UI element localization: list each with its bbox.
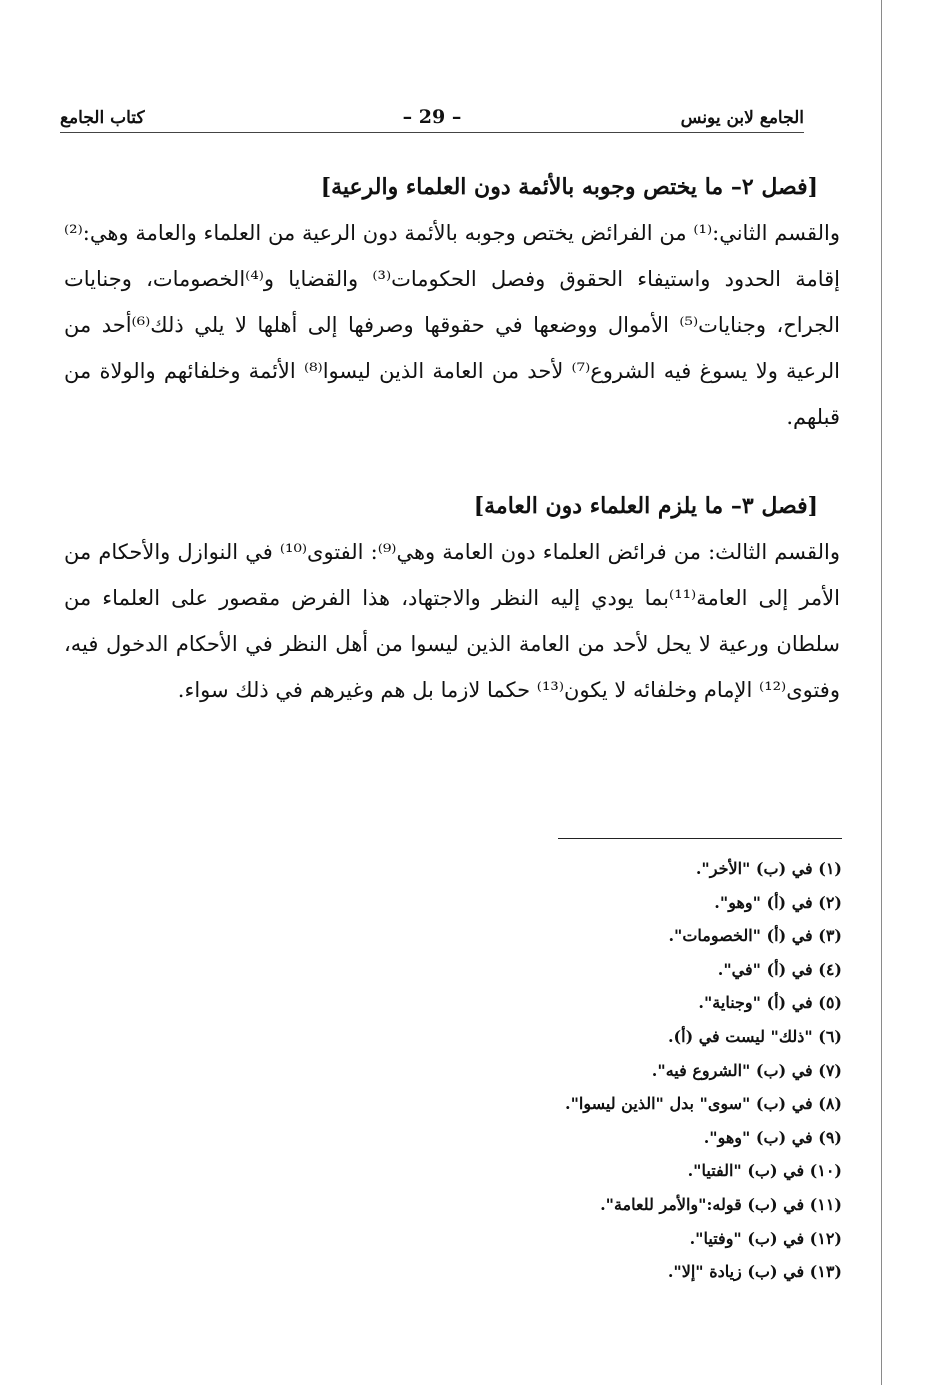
footnote-item: (٧) في (ب) "الشروع فيه". bbox=[651, 1060, 842, 1080]
section-3-title: [فصل ٣– ما يلزم العلماء دون العامة] bbox=[473, 493, 818, 519]
footnote-item: (١) في (ب) "الأخر". bbox=[695, 859, 842, 878]
header-page-number: – 29 – bbox=[402, 106, 462, 128]
footnote-item: (١١) في (ب) قوله:"والأمر للعامة". bbox=[600, 1194, 842, 1214]
footnote-item: (٩) في (ب) "وهو". bbox=[703, 1127, 842, 1147]
section-3 bbox=[64, 493, 840, 713]
footnote-item: (٣) في (أ) "الخصومات". bbox=[668, 926, 842, 946]
footnote-separator bbox=[558, 838, 842, 839]
footnote-item: (٤) في (أ) "في". bbox=[717, 959, 842, 979]
running-header bbox=[60, 104, 804, 134]
section-2 bbox=[64, 174, 840, 440]
footnote-item: (١٣) في (ب) زيادة "إلا". bbox=[667, 1262, 842, 1282]
footnote-item: (٨) في (ب) "سوى" بدل "الذين ليسوا". bbox=[565, 1094, 842, 1114]
header-rule bbox=[60, 132, 804, 133]
section-3-body: والقسم الثالث: من فرائض العلماء دون العامة وهي⁽⁹⁾: الفتوى⁽¹⁰⁾ في النوازل والأحكام من الأمر إلى العامة⁽¹¹⁾بما يودي إليه النظر والاجتهاد، هذا الفرض مقصور على العلماء من سلطان ورعية لا يحل لأحد من العامة الذين ليسوا من أهل النظر في الأحكام الدخول فيه، وفتوى⁽¹²⁾ الإمام وخلفائه لا يكون⁽¹³⁾ حكما لازما بل هم وغيرهم في ذلك سواء. bbox=[64, 540, 841, 702]
page-edge-line bbox=[881, 0, 882, 1385]
footnote-item: (٥) في (أ) "وجناية". bbox=[698, 993, 842, 1013]
section-2-body: والقسم الثاني:⁽¹⁾ من الفرائض يختص وجوبه بالأئمة دون الرعية من العلماء والعامة وهي:⁽²⁾ إقامة الحدود واستيفاء الحقوق وفصل الحكومات⁽³⁾ والقضايا و⁽⁴⁾الخصومات، وجنايات الجراح، وجنايات⁽⁵⁾ الأموال ووضعها في حقوقها وصرفها إلى أهلها لا يلي ذلك⁽⁶⁾أحد من الرعية ولا يسوغ فيه الشروع⁽⁷⁾ لأحد من العامة الذين ليسوا⁽⁸⁾ الأئمة وخلفائهم والولاة من قبلهم. bbox=[64, 221, 840, 429]
footnotes-list bbox=[440, 852, 842, 1289]
footnote-item: (٢) في (أ) "وهو". bbox=[714, 892, 842, 912]
header-book-title: الجامع لابن يونس bbox=[680, 108, 804, 128]
footnote-item: (٦) "ذلك" ليست في (أ). bbox=[667, 1026, 842, 1046]
header-section-name: كتاب الجامع bbox=[60, 108, 145, 128]
footnote-item: (١٠) في (ب) "الفتيا". bbox=[687, 1161, 842, 1181]
footnote-item: (١٢) في (ب) "وفتيا". bbox=[689, 1228, 842, 1248]
section-2-title: [فصل ٢– ما يختص وجوبه بالأئمة دون العلماء والرعية] bbox=[320, 174, 818, 200]
